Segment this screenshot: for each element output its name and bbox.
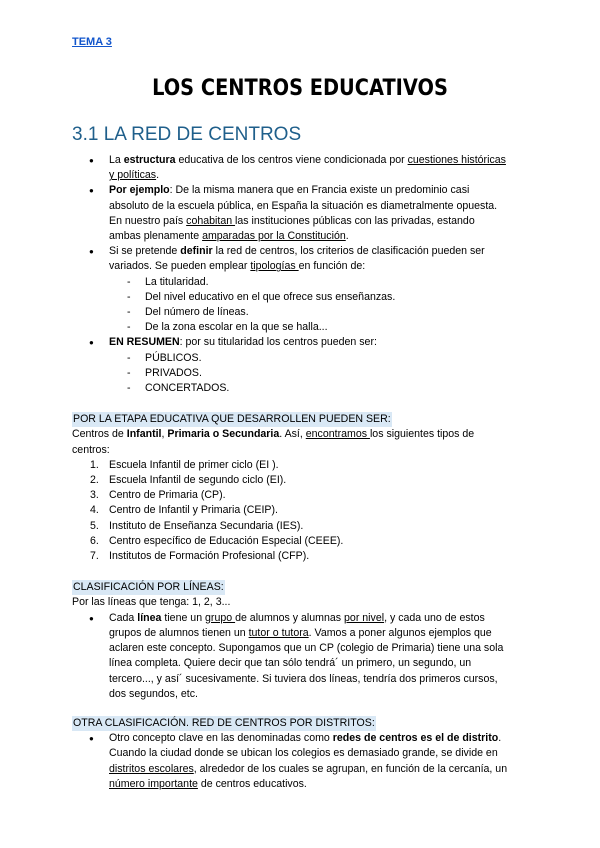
bullet-list-main bbox=[72, 153, 532, 396]
distritos-heading: OTRA CLASIFICACIÓN. RED DE CENTROS POR DISTRITOS: bbox=[72, 716, 376, 731]
dash-list-titularidad bbox=[109, 351, 532, 397]
list-item: ● EN RESUMEN: por su titularidad los centros pueden ser: - PÚBLICOS. - PRIVADOS. - CONCERTADOS. bbox=[109, 335, 532, 396]
list-item: ● La estructura educativa de los centros viene condicionada por cuestiones históricas y políticas. bbox=[109, 153, 532, 183]
section-heading: 3.1 LA RED DE CENTROS bbox=[72, 124, 302, 145]
list-item: 1. Escuela Infantil de primer ciclo (EI ). bbox=[90, 458, 279, 471]
list-item: - La titularidad. bbox=[145, 275, 532, 290]
lineas-heading: CLASIFICACIÓN POR LÍNEAS: bbox=[72, 580, 225, 595]
lineas-intro: Por las líneas que tenga: 1, 2, 3... bbox=[72, 596, 231, 609]
tema-label[interactable]: TEMA 3 bbox=[72, 36, 112, 48]
list-item: 2. Escuela Infantil de segundo ciclo (EI). bbox=[90, 474, 287, 487]
list-item: - Del número de líneas. bbox=[145, 305, 532, 320]
list-item: ● Otro concepto clave en las denominadas como redes de centros es el de distrito. Cuando la ciudad donde se ubican los colegios es demasiado grande, se divide en distritos escolares, alrededor de los cuales se agrupan, en función de la cercanía, un número importante de centros educativos. bbox=[109, 731, 532, 792]
document-body bbox=[72, 153, 532, 792]
list-item: - CONCERTADOS. bbox=[145, 381, 532, 396]
distritos-list bbox=[72, 731, 532, 792]
list-item: - Del nivel educativo en el que ofrece sus enseñanzas. bbox=[145, 290, 532, 305]
list-item: ● Cada línea tiene un grupo de alumnos y alumnas por nivel, y cada uno de estos grupos de alumnos tienen un tutor o tutora. Vamos a poner algunos ejemplos que aclaren este concepto. Supongamos que un CP (colegio de Primaria) tiene una sola línea completa. Quiere decir que tan sólo tendrá´ un primero, un segundo, un tercero..., y así´ sucesivamente. Si tuviera dos líneas, tendría dos primeros cursos, dos segundos, etc. bbox=[109, 611, 532, 702]
list-item: - PÚBLICOS. bbox=[145, 351, 532, 366]
list-item: ● Si se pretende definir la red de centros, los criterios de clasificación pueden ser variados. Se pueden emplear tipologías en función de: - La titularidad. - Del nivel educativo en el que ofrece sus enseñanzas. - Del número de líneas. - De la zona escolar en la que se halla... bbox=[109, 244, 532, 335]
lineas-list bbox=[72, 611, 532, 702]
list-item: 7. Institutos de Formación Profesional (CFP). bbox=[90, 550, 310, 563]
page-title: LOS CENTROS EDUCATIVOS bbox=[152, 76, 448, 101]
list-item: 6. Centro específico de Educación Especial (CEEE). bbox=[90, 534, 344, 547]
list-item: 5. Instituto de Enseñanza Secundaria (IES). bbox=[90, 519, 304, 532]
etapa-intro: Centros de Infantil, Primaria o Secundaria. Así, encontramos los siguientes tipos de centros: bbox=[72, 428, 475, 456]
list-item: 4. Centro de Infantil y Primaria (CEIP). bbox=[90, 504, 278, 517]
list-item: ● Por ejemplo: De la misma manera que en Francia existe un predominio casi absoluto de la escuela pública, en España la situación es diametralmente opuesta. En nuestro país cohabitan las instituciones públicas con las privadas, estando ambas plenamente amparadas por la Constitución. bbox=[109, 183, 532, 244]
list-item: 3. Centro de Primaria (CP). bbox=[90, 489, 226, 502]
list-item: - De la zona escolar en la que se halla... bbox=[145, 320, 532, 335]
dash-list-criteria bbox=[109, 275, 532, 336]
etapa-list bbox=[72, 458, 532, 564]
etapa-heading: POR LA ETAPA EDUCATIVA QUE DESARROLLEN PUEDEN SER: bbox=[72, 412, 392, 427]
list-item: - PRIVADOS. bbox=[145, 366, 532, 381]
